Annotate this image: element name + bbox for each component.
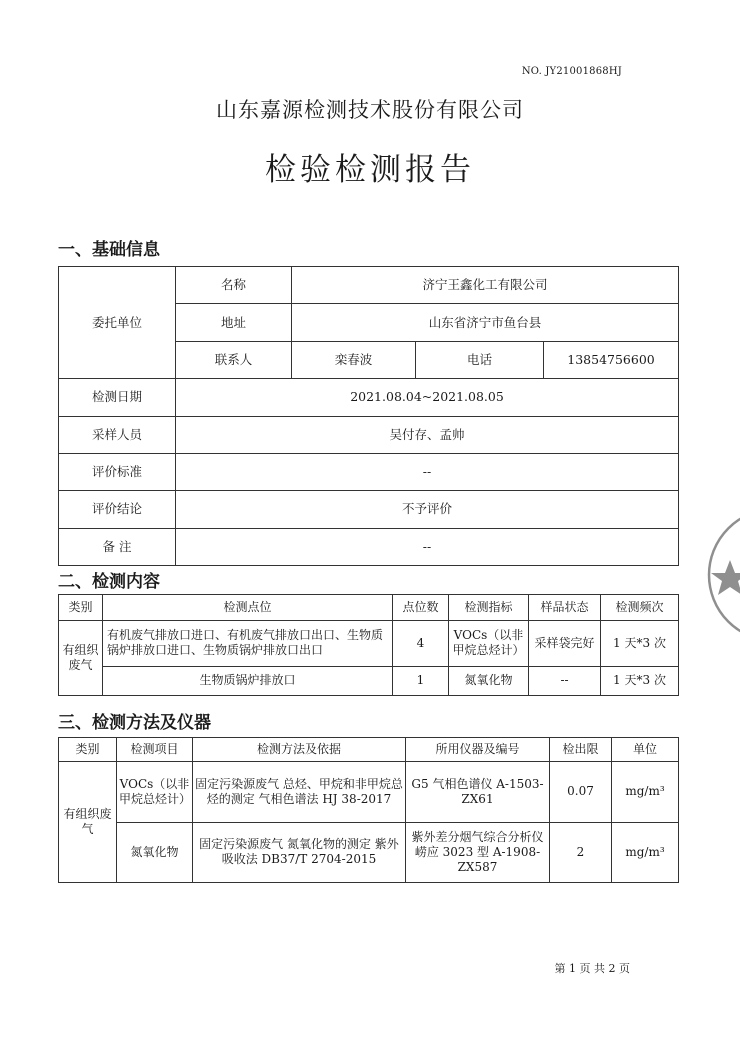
points-cell: 有机废气排放口进口、有机废气排放口出口、生物质锅炉排放口进口、生物质锅炉排放口出口 (103, 621, 393, 666)
method-cell: 固定污染源废气 总烃、甲烷和非甲烷总烃的测定 气相色谱法 HJ 38-2017 (193, 762, 406, 822)
content-table (58, 594, 679, 696)
basic-info-table (58, 266, 679, 566)
company-name: 山东嘉源检测技术股份有限公司 (216, 98, 524, 122)
unit-cell: mg/m³ (612, 762, 679, 822)
category-cell: 有组织废气 (59, 762, 117, 883)
sampler-label: 采样人员 (59, 416, 176, 453)
standard-value: -- (176, 453, 679, 490)
instrument-cell: G5 气相色谱仪 A-1503-ZX61 (406, 762, 550, 822)
phone-value: 13854756600 (544, 341, 679, 378)
limit-cell: 0.07 (550, 762, 612, 822)
freq-cell: 1 天*3 次 (601, 621, 679, 666)
report-title: 检验检测报告 (265, 152, 475, 188)
page-number: 第 1 页 共 2 页 (554, 962, 630, 975)
indicator-cell: VOCs（以非甲烷总烃计） (449, 621, 529, 666)
col-header: 检测点位 (103, 595, 393, 621)
conclusion-label: 评价结论 (59, 491, 176, 528)
name-label: 名称 (176, 267, 292, 304)
col-header: 检测指标 (449, 595, 529, 621)
client-label: 委托单位 (59, 267, 176, 379)
date-label: 检测日期 (59, 379, 176, 416)
item-cell: 氮氧化物 (117, 822, 193, 882)
address-value: 山东省济宁市鱼台县 (292, 304, 679, 341)
item-cell: VOCs（以非甲烷总烃计） (117, 762, 193, 822)
col-header: 所用仪器及编号 (406, 738, 550, 762)
report-number: NO. JY21001868HJ (521, 66, 622, 77)
section-content-heading: 二、检测内容 (58, 572, 160, 592)
col-header: 点位数 (393, 595, 449, 621)
name-value: 济宁王鑫化工有限公司 (292, 267, 679, 304)
col-header: 检测项目 (117, 738, 193, 762)
contact-label: 联系人 (176, 341, 292, 378)
unit-cell: mg/m³ (612, 822, 679, 882)
phone-label: 电话 (416, 341, 544, 378)
section-method-heading: 三、检测方法及仪器 (58, 713, 211, 733)
conclusion-value: 不予评价 (176, 491, 679, 528)
contact-value: 栾春波 (292, 341, 416, 378)
address-label: 地址 (176, 304, 292, 341)
standard-label: 评价标准 (59, 453, 176, 490)
indicator-cell: 氮氧化物 (449, 666, 529, 695)
sampler-value: 吴付存、孟帅 (176, 416, 679, 453)
col-header: 单位 (612, 738, 679, 762)
method-cell: 固定污染源废气 氮氧化物的测定 紫外吸收法 DB37/T 2704-2015 (193, 822, 406, 882)
count-cell: 4 (393, 621, 449, 666)
instrument-cell: 紫外差分烟气综合分析仪 崂应 3023 型 A-1908-ZX587 (406, 822, 550, 882)
remark-value: -- (176, 528, 679, 565)
section-basic-info-heading: 一、基础信息 (58, 240, 160, 260)
date-value: 2021.08.04~2021.08.05 (176, 379, 679, 416)
col-header: 类别 (59, 595, 103, 621)
state-cell: -- (529, 666, 601, 695)
points-cell: 生物质锅炉排放口 (103, 666, 393, 695)
limit-cell: 2 (550, 822, 612, 882)
col-header: 检测频次 (601, 595, 679, 621)
official-seal-stamp (700, 500, 740, 650)
col-header: 检测方法及依据 (193, 738, 406, 762)
state-cell: 采样袋完好 (529, 621, 601, 666)
col-header: 检出限 (550, 738, 612, 762)
remark-label: 备 注 (59, 528, 176, 565)
count-cell: 1 (393, 666, 449, 695)
category-cell: 有组织废气 (59, 621, 103, 696)
col-header: 样品状态 (529, 595, 601, 621)
method-table (58, 737, 679, 883)
freq-cell: 1 天*3 次 (601, 666, 679, 695)
col-header: 类别 (59, 738, 117, 762)
